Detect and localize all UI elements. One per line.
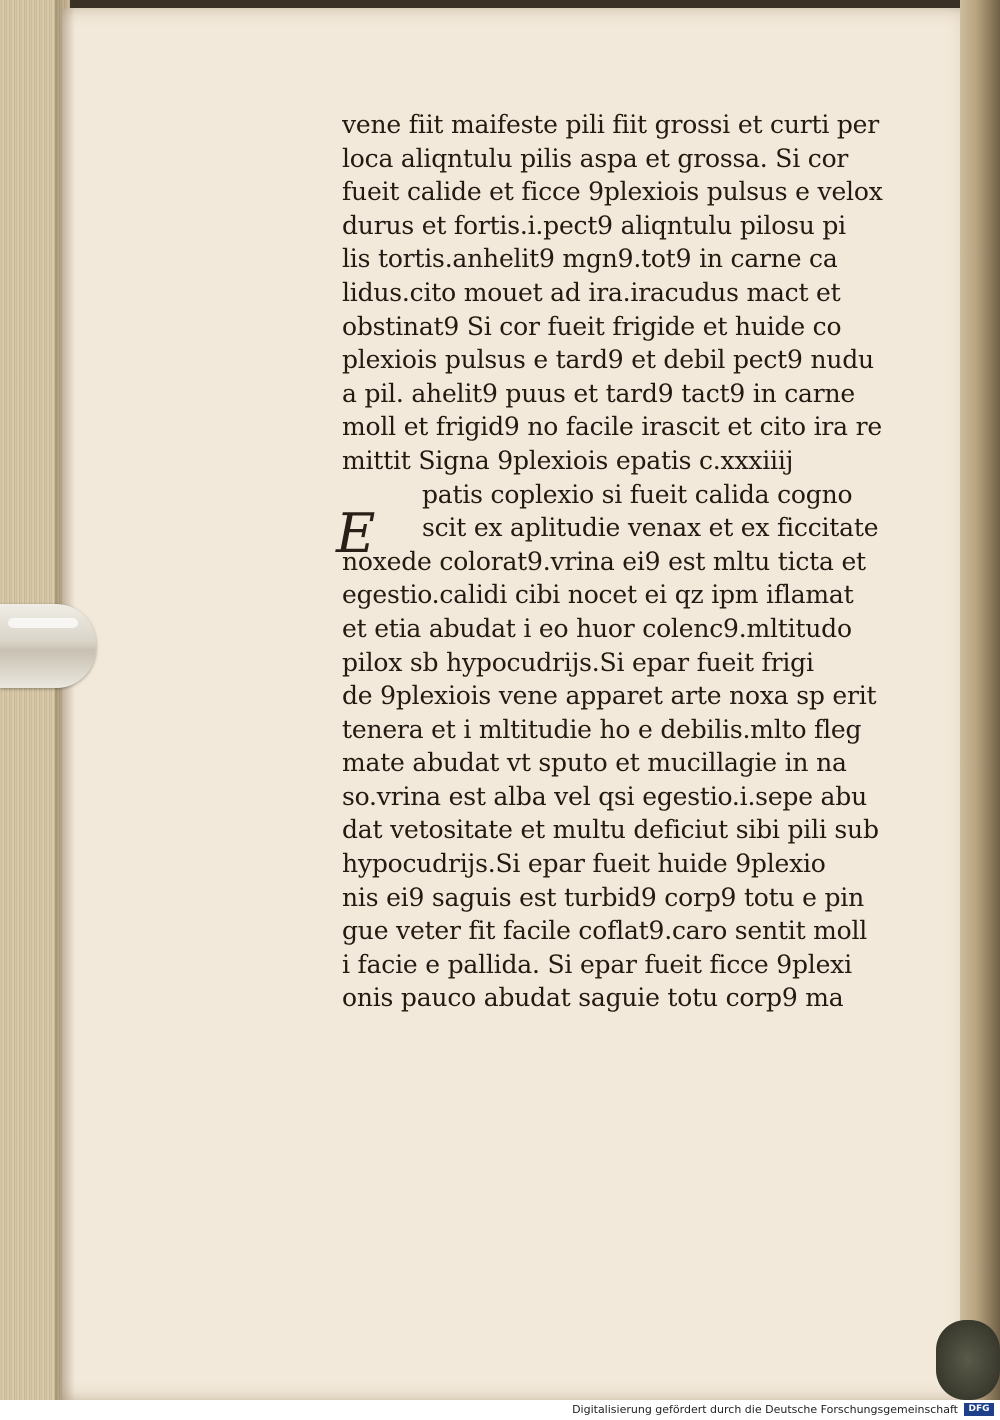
binding-stain [936, 1320, 1000, 1400]
text-line: obstinat9 Si cor fueit frigide et huide co [342, 311, 842, 341]
text-line: mate abudat vt sputo et mucillagie in na [342, 748, 847, 778]
text-line: nis ei9 saguis est turbid9 corp9 totu e pin [342, 882, 864, 912]
text-line: fueit calide et ficce 9plexiois pulsus e velox [342, 177, 883, 207]
text-line: et etia abudat i eo huor colenc9.mltitudo [342, 613, 852, 643]
text-line: patis coplexio si fueit calida cogno [422, 479, 853, 509]
text-line: vene fiit maifeste pili fiit grossi et curti per [342, 110, 880, 139]
text-line: gue veter fit facile coflat9.caro sentit moll [342, 916, 868, 946]
text-line: onis pauco abudat saguie totu corp9 ma [342, 983, 844, 1013]
text-line: loca aliqntulu pilis aspa et grossa. Si cor [342, 143, 849, 173]
footer-bar [0, 1400, 1000, 1420]
bookmark-clip [0, 604, 96, 688]
page-edge-shadow [55, 0, 75, 1400]
text-line: lidus.cito mouet ad ira.iracudus mact et [342, 277, 841, 307]
text-line: pilox sb hypocudrijs.Si epar fueit frigi [342, 647, 814, 677]
text-line: noxede colorat9.vrina ei9 est mltu ticta et [342, 546, 866, 576]
text-column [336, 108, 902, 1015]
text-line: lis tortis.anhelit9 mgn9.tot9 in carne ca [342, 244, 838, 274]
text-line: de 9plexiois vene apparet arte noxa sp erit [342, 681, 877, 711]
text-line: plexiois pulsus e tard9 et debil pect9 nudu [342, 345, 874, 375]
text-line: so.vrina est alba vel qsi egestio.i.sepe abu [342, 781, 867, 811]
book-gutter [960, 0, 1000, 1400]
text-line: hypocudrijs.Si epar fueit huide 9plexio [342, 849, 826, 879]
text-line: a pil. ahelit9 puus et tard9 tact9 in carne [342, 378, 856, 408]
text-line: i facie e pallida. Si epar fueit ficce 9plexi [342, 949, 852, 979]
funding-credit: Digitalisierung gefördert durch die Deutsche Forschungsgemeinschaft [572, 1403, 958, 1416]
initial-letter: E [336, 502, 376, 565]
text-line: scit ex aplitudie venax et ex ficcitate [422, 513, 879, 543]
text-line: tenera et i mltitudie ho e debilis.mlto fleg [342, 714, 862, 744]
text-line: egestio.calidi cibi nocet ei qz ipm iflamat [342, 580, 854, 610]
dfg-logo-icon: DFG [964, 1403, 994, 1416]
chapter-heading-line: mittit Signa 9plexiois epatis c.xxxiiij [342, 445, 794, 475]
text-line: moll et frigid9 no facile irascit et cito ira re [342, 412, 882, 442]
text-line: durus et fortis.i.pect9 aliqntulu pilosu pi [342, 210, 846, 240]
text-line: dat vetositate et multu deficiut sibi pili sub [342, 815, 879, 845]
